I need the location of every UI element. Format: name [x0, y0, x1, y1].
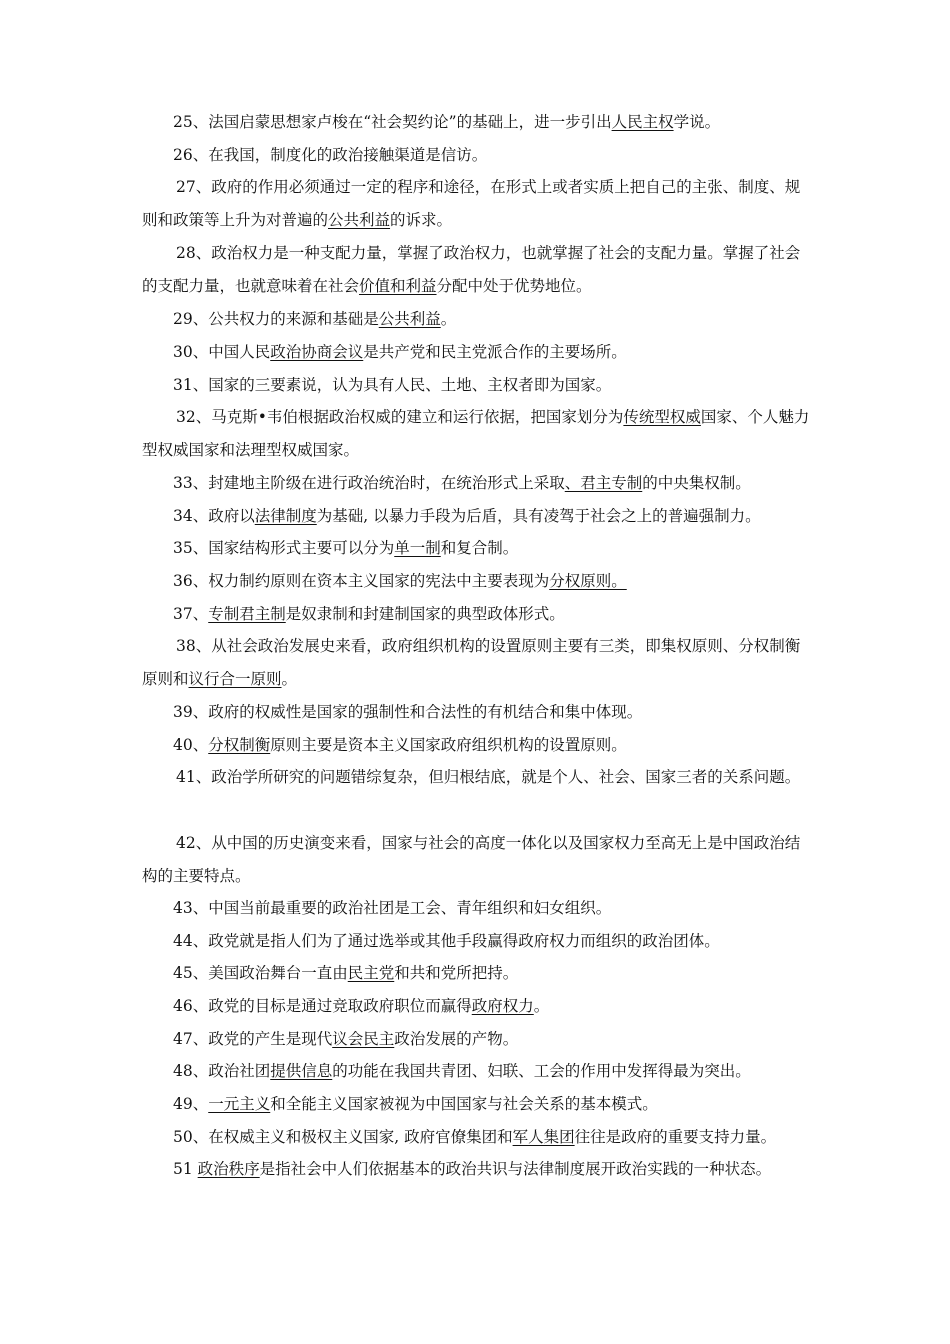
answer-text: 政治协商会议	[270, 343, 364, 361]
answer-text: 、君主专制	[564, 474, 643, 492]
question-item	[142, 957, 812, 990]
answer-text: 专制君主制	[208, 605, 286, 623]
question-item	[142, 369, 812, 402]
question-item	[142, 237, 812, 303]
question-item	[142, 1023, 812, 1056]
question-item	[142, 1121, 812, 1154]
question-item	[142, 1088, 812, 1121]
question-text: 32、马克斯•韦伯根据政治权威的建立和运行依据，把国家划分为	[176, 408, 624, 426]
question-text: 学说。	[673, 113, 721, 131]
answer-text: 公共利益	[378, 310, 441, 328]
question-item	[142, 1153, 812, 1186]
answer-text: 分权制衡	[208, 736, 271, 754]
question-item	[142, 565, 812, 598]
answer-text: 人民主权	[611, 113, 674, 131]
question-item	[142, 598, 812, 631]
answer-text: 军人集团	[512, 1128, 575, 1146]
question-text: 和共和党所把持。	[394, 964, 519, 982]
answer-text: 政府权力	[471, 997, 534, 1015]
question-text: 。	[440, 310, 457, 328]
question-text: 42、从中国的历史演变来看，国家与社会的高度一体化以及国家权力至高无上是中国政治结构的主要特点。	[142, 834, 801, 885]
question-text: 和复合制。	[440, 539, 519, 557]
answer-text: 单一制	[394, 539, 441, 557]
question-text: 50、在权威主义和极权主义国家, 政府官僚集团和	[173, 1128, 513, 1146]
question-item	[142, 729, 812, 762]
question-text: 的中央集权制。	[642, 474, 751, 492]
answer-text: 公共利益	[328, 211, 391, 229]
question-item	[142, 892, 812, 925]
question-text: 是奴隶制和封建制国家的典型政体形式。	[285, 605, 565, 623]
question-text: 43、中国当前最重要的政治社团是工会、青年组织和妇女组织。	[173, 899, 612, 917]
question-item	[142, 171, 812, 237]
question-text: 29、公共权力的来源和基础是	[173, 310, 379, 328]
question-text: 39、政府的权威性是国家的强制性和合法性的有机结合和集中体现。	[173, 703, 643, 721]
question-text: 44、政党就是指人们为了通过选举或其他手段赢得政府权力而组织的政治团体。	[173, 932, 720, 950]
answer-text: 法律制度	[254, 507, 317, 525]
question-text: 46、政党的目标是通过竞取政府职位而赢得	[173, 997, 472, 1015]
question-text: 政治发展的产物。	[394, 1030, 519, 1048]
answer-text: 议会民主	[332, 1030, 395, 1048]
question-text: 的诉求。	[390, 211, 453, 229]
question-text: 。	[533, 997, 550, 1015]
question-text: 47、政党的产生是现代	[173, 1030, 333, 1048]
answer-text: 政治秩序	[197, 1160, 260, 1178]
question-item	[142, 630, 812, 696]
question-text: 为基础, 以暴力手段为后盾，具有凌驾于社会之上的普遍强制力。	[316, 507, 761, 525]
question-text: 33、封建地主阶级在进行政治统治时，在统治形式上采取	[173, 474, 565, 492]
question-item	[142, 106, 812, 139]
question-item	[142, 1055, 812, 1088]
question-item	[142, 303, 812, 336]
question-text: 49、	[173, 1095, 209, 1113]
question-text: 37、	[173, 605, 209, 623]
question-text: 48、政治社团	[173, 1062, 271, 1080]
question-text: 26、在我国，制度化的政治接触渠道是信访。	[173, 146, 488, 164]
question-text: 原则主要是资本主义国家政府组织机构的设置原则。	[270, 736, 627, 754]
question-text: 35、国家结构形式主要可以分为	[173, 539, 395, 557]
question-text: 。	[281, 670, 298, 688]
question-item	[142, 925, 812, 958]
question-text: 28、政治权力是一种支配力量，掌握了政治权力，也就掌握了社会的支配力量。掌握了社会的支配力量，也就意味着在社会	[142, 244, 801, 295]
answer-text: 提供信息	[270, 1062, 333, 1080]
question-text: 31、国家的三要素说，认为具有人民、土地、主权者即为国家。	[173, 376, 612, 394]
question-item	[142, 761, 812, 794]
answer-text: 议行合一原则	[188, 670, 282, 688]
question-item	[142, 139, 812, 172]
question-item	[142, 827, 812, 893]
question-item	[142, 696, 812, 729]
question-text: 38、从社会政治发展史来看，政府组织机构的设置原则主要有三类，即集权原则、分权制衡原则和	[142, 637, 801, 688]
answer-text: 民主党	[347, 964, 395, 982]
question-text: 25、法国启蒙思想家卢梭在“社会契约论”的基础上，进一步引出	[173, 113, 612, 131]
question-text: 的功能在我国共青团、妇联、工会的作用中发挥得最为突出。	[332, 1062, 751, 1080]
question-text: 40、	[173, 736, 209, 754]
question-text: 国家、个人魅力型权威国家和法理型权威国家。	[142, 408, 810, 459]
question-text: 36、权力制约原则在资本主义国家的宪法中主要表现为	[173, 572, 550, 590]
question-item	[142, 467, 812, 500]
question-text: 41、政治学所研究的问题错综复杂，但归根结底，就是个人、社会、国家三者的关系问题。	[176, 768, 801, 786]
question-item	[142, 990, 812, 1023]
question-item	[142, 532, 812, 565]
question-item	[142, 336, 812, 369]
question-text: 45、美国政治舞台一直由	[173, 964, 348, 982]
answer-text: 价值和利益	[359, 277, 437, 295]
question-text: 30、中国人民	[173, 343, 271, 361]
question-text: 是指社会中人们依据基本的政治共识与法律制度展开政治实践的一种状态。	[259, 1160, 772, 1178]
question-text: 和全能主义国家被视为中国国家与社会关系的基本模式。	[270, 1095, 658, 1113]
question-text: 分配中处于优势地位。	[436, 277, 592, 295]
question-text: 34、政府以	[173, 507, 255, 525]
question-text: 是共产党和民主党派合作的主要场所。	[363, 343, 627, 361]
question-item	[142, 401, 812, 467]
question-text: 27、政府的作用必须通过一定的程序和途径，在形式上或者实质上把自己的主张、制度、规则和政策等上升为对普遍的	[142, 178, 801, 229]
answer-text: 分权原则。	[549, 572, 627, 590]
question-item	[142, 500, 812, 533]
answer-text: 传统型权威	[623, 408, 701, 426]
question-text: 51	[173, 1160, 198, 1178]
question-text: 往往是政府的重要支持力量。	[574, 1128, 777, 1146]
answer-text: 一元主义	[208, 1095, 271, 1113]
